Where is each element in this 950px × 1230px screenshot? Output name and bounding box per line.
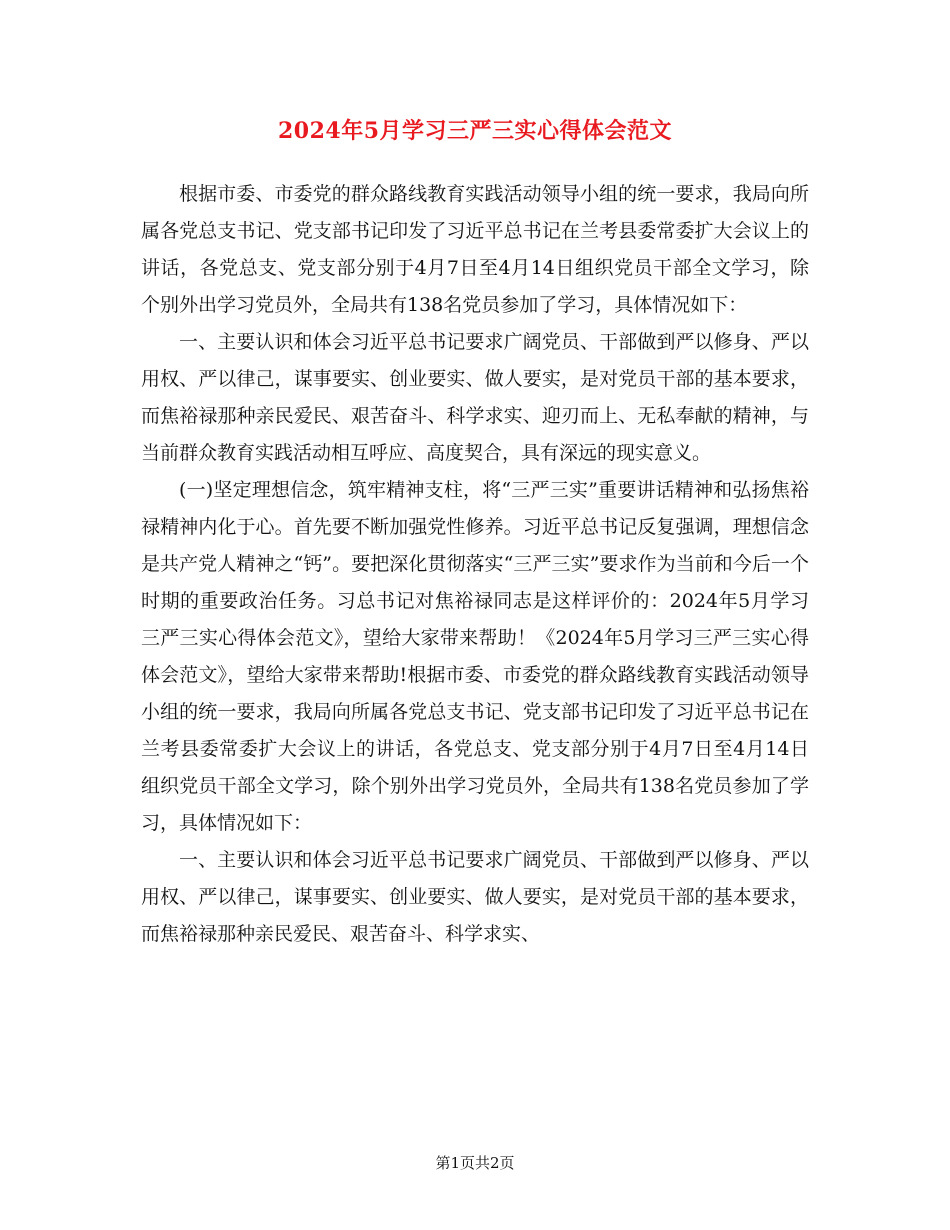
body-paragraph-4: 一、主要认识和体会习近平总书记要求广阔党员、干部做到严以修身、严以用权、严以律己，谋事要实、创业要实、做人要实，是对党员干部的基本要求，而焦裕禄那种亲民爱民、艰苦奋斗、科学求实、 (141, 849, 809, 945)
document-body (141, 176, 809, 953)
body-paragraph-3: (一)坚定理想信念，筑牢精神支柱，将“三严三实”重要讲话精神和弘扬焦裕禄精神内化于心。首先要不断加强党性修养。习近平总书记反复强调，理想信念是共产党人精神之“钙”。要把深化贯彻落实“三严三实”要求作为当前和今后一个时期的重要政治任务。习总书记对焦裕禄同志是这样评价的：2024年5月学习三严三实心得体会范文》，望给大家带来帮助！《2024年5月学习三严三实心得体会范文》，望给大家带来帮助!根据市委、市委党的群众路线教育实践活动领导小组的统一要求，我局向所属各党总支书记、党支部书记印发了习近平总书记在兰考县委常委扩大会议上的讲话，各党总支、党支部分别于4月7日至4月14日组织党员干部全文学习，除个别外出学习党员外，全局共有138名党员参加了学习，具体情况如下： (141, 479, 809, 834)
body-paragraph-1: 根据市委、市委党的群众路线教育实践活动领导小组的统一要求，我局向所属各党总支书记、党支部书记印发了习近平总书记在兰考县委常委扩大会议上的讲话，各党总支、党支部分别于4月7日至4月14日组织党员干部全文学习，除个别外出学习党员外，全局共有138名党员参加了学习，具体情况如下： (141, 183, 809, 316)
body-paragraph-2: 一、主要认识和体会习近平总书记要求广阔党员、干部做到严以修身、严以用权、严以律己，谋事要实、创业要实、做人要实，是对党员干部的基本要求，而焦裕禄那种亲民爱民、艰苦奋斗、科学求实、迎刃而上、无私奉献的精神，与当前群众教育实践活动相互呼应、高度契合，具有深远的现实意义。 (141, 331, 809, 464)
page-number-footer: 第1页共2页 (435, 1154, 515, 1172)
document-title: 2024年5月学习三严三实心得体会范文 (277, 118, 673, 144)
